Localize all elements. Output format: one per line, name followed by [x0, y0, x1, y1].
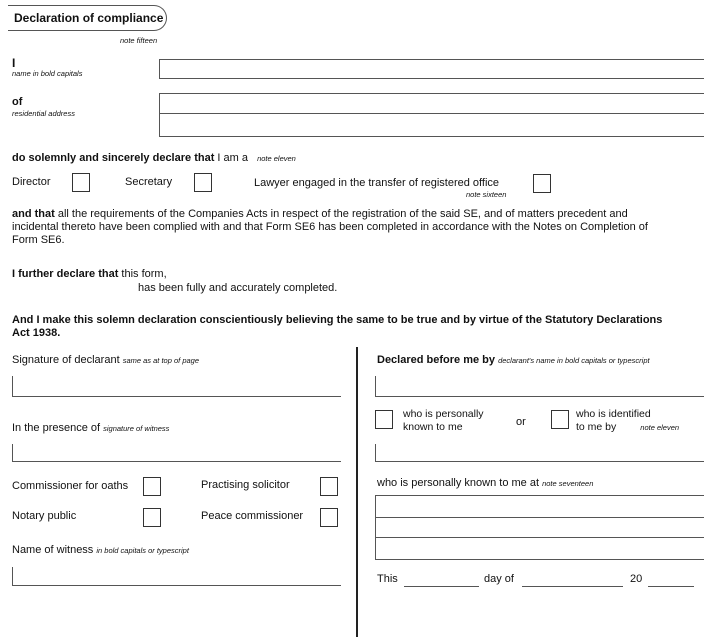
- notary-label: Notary public: [12, 510, 77, 522]
- month-field[interactable]: [522, 586, 623, 587]
- witness-name-label-line: [12, 544, 189, 556]
- declarant-name-field[interactable]: [375, 376, 704, 397]
- identification-field[interactable]: [375, 444, 704, 462]
- declare-rest: I am a: [217, 152, 248, 164]
- commissioner-checkbox[interactable]: [143, 477, 161, 496]
- declared-before-hint: declarant's name in bold capitals or typescript: [498, 356, 650, 365]
- declared-before-label: Declared before me by: [377, 354, 495, 366]
- para3-line2: Act 1938.: [12, 327, 61, 339]
- known-at-divider-1: [376, 517, 704, 518]
- further-declare-line: [12, 268, 167, 280]
- peace-checkbox[interactable]: [320, 508, 338, 527]
- director-checkbox[interactable]: [72, 173, 90, 192]
- lawyer-note: note sixteen: [466, 190, 507, 199]
- declare-bold: do solemnly and sincerely declare that: [12, 152, 215, 164]
- form-title: Declaration of compliance: [14, 11, 164, 25]
- title-note: note fifteen: [120, 36, 158, 45]
- signature-label: Signature of declarant: [12, 354, 120, 366]
- signature-hint: same as at top of page: [122, 356, 200, 365]
- para1-line2: incidental thereto have been complied with and that Form SE6 has been completed in accordance with the Notes on Completion of: [12, 221, 648, 233]
- known-at-label: who is personally known to me at: [377, 477, 540, 489]
- name-field[interactable]: [159, 59, 704, 79]
- para1-bold: and that: [12, 208, 55, 220]
- signature-field[interactable]: [12, 376, 341, 397]
- presence-label: In the presence of: [12, 422, 101, 434]
- peace-label: Peace commissioner: [201, 510, 304, 522]
- known-at-address-field[interactable]: [375, 495, 704, 560]
- year-field[interactable]: [648, 586, 694, 587]
- identified-line2: to me by: [576, 421, 617, 433]
- para1-line3: Form SE6.: [12, 234, 65, 246]
- solicitor-label: Practising solicitor: [201, 479, 290, 491]
- identified-label: [576, 408, 679, 434]
- known-at-note: note seventeen: [542, 479, 594, 488]
- address-hint: residential address: [12, 109, 75, 118]
- identified-note: note eleven: [640, 423, 680, 432]
- personally-known-checkbox[interactable]: [375, 410, 393, 429]
- secretary-checkbox[interactable]: [194, 173, 212, 192]
- known-at-line: [377, 477, 593, 489]
- witness-signature-field[interactable]: [12, 444, 341, 462]
- personally-line1: who is personally: [403, 408, 484, 420]
- or-label: or: [516, 416, 526, 428]
- declare-line: [12, 152, 296, 164]
- secretary-label: Secretary: [125, 176, 173, 188]
- commissioner-label: Commissioner for oaths: [12, 480, 129, 492]
- lawyer-checkbox[interactable]: [533, 174, 551, 193]
- day-field[interactable]: [404, 586, 479, 587]
- name-label: I: [12, 56, 16, 70]
- this-label: This: [377, 573, 398, 585]
- name-hint: name in bold capitals: [12, 69, 83, 78]
- day-of-label: day of: [484, 573, 514, 585]
- column-divider: [356, 347, 358, 637]
- notary-checkbox[interactable]: [143, 508, 161, 527]
- year-prefix: 20: [630, 573, 643, 585]
- presence-hint: signature of witness: [103, 424, 170, 433]
- para1-line1: all the requirements of the Companies Acts in respect of the registration of the said SE, and of matters precedent and: [57, 208, 628, 220]
- solicitor-checkbox[interactable]: [320, 477, 338, 496]
- address-label: of: [12, 96, 23, 108]
- personally-known-label: [403, 408, 484, 434]
- known-at-divider-2: [376, 537, 704, 538]
- solemn-declaration-paragraph: [12, 314, 702, 340]
- requirements-paragraph: [12, 208, 697, 247]
- signature-label-line: [12, 354, 199, 366]
- lawyer-label: Lawyer engaged in the transfer of registered office: [254, 177, 500, 189]
- address-field[interactable]: [159, 93, 704, 137]
- declared-before-line: [377, 354, 650, 366]
- para2-line2: has been fully and accurately completed.: [138, 282, 338, 294]
- director-label: Director: [12, 176, 51, 188]
- witness-name-hint: in bold capitals or typescript: [96, 546, 189, 555]
- address-divider: [160, 113, 704, 114]
- para3-line1: And I make this solemn declaration conscientiously believing the same to be true and by virtue of the Statutory Declarations: [12, 314, 663, 326]
- para2-rest: this form,: [121, 268, 167, 280]
- presence-label-line: [12, 422, 169, 434]
- para2-bold: I further declare that: [12, 268, 119, 280]
- witness-name-field[interactable]: [12, 567, 341, 586]
- personally-line2: known to me: [403, 421, 463, 433]
- identified-checkbox[interactable]: [551, 410, 569, 429]
- identified-line1: who is identified: [576, 408, 651, 420]
- witness-name-label: Name of witness: [12, 544, 94, 556]
- declare-note: note eleven: [257, 154, 296, 163]
